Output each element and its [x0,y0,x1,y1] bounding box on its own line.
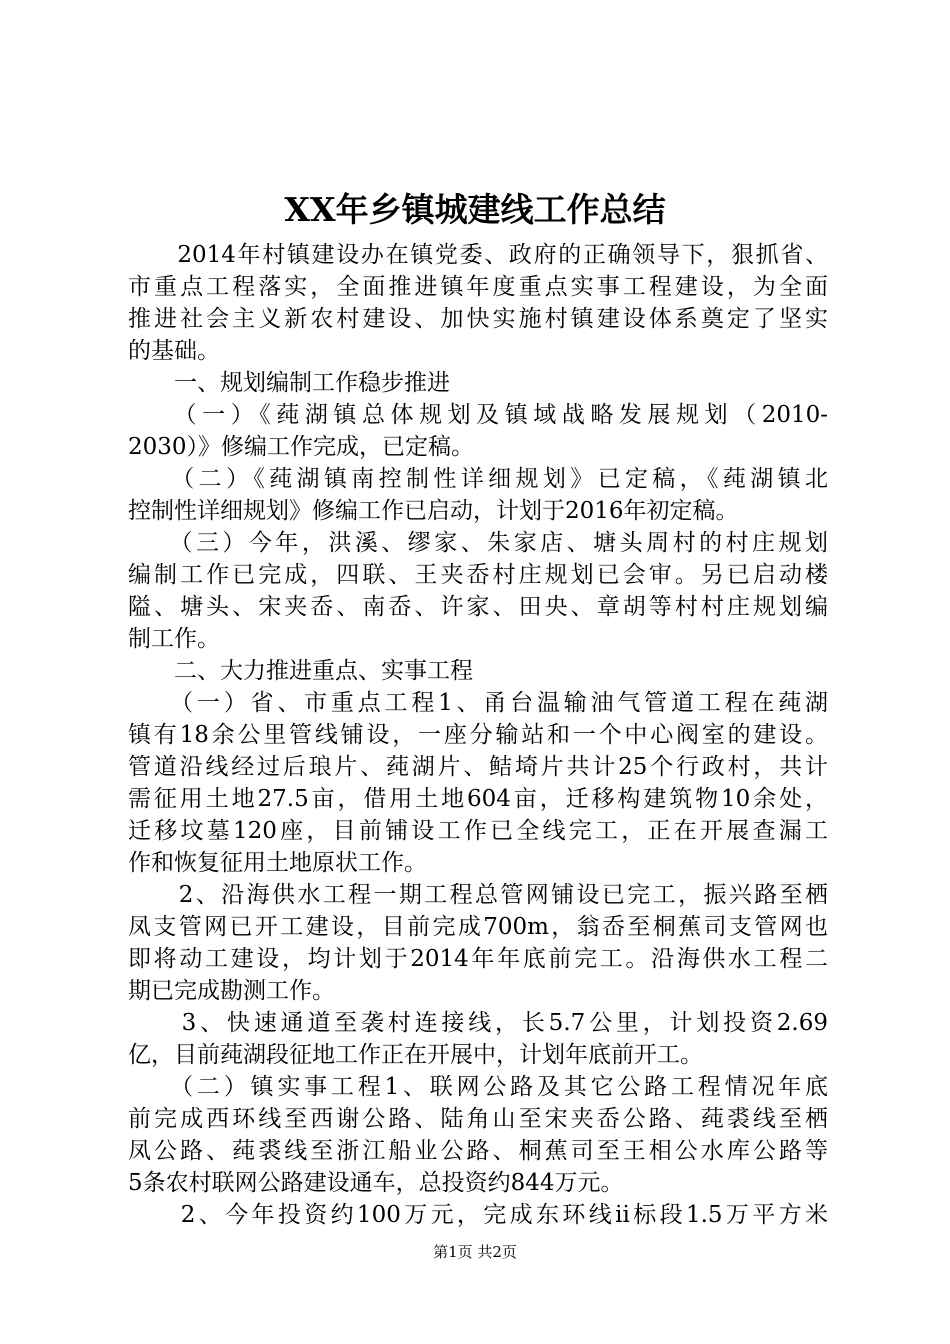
body-line: 镇有18余公里管线铺设，一座分输站和一个中心阀室的建设。 [128,722,828,748]
body-line: （一）省、市重点工程1、甬台温输油气管道工程在莼湖 [128,690,828,716]
body-line: 5条农村联网公路建设通车，总投资约844万元。 [128,1170,624,1196]
body-line: 隘、塘头、宋夹岙、南岙、许家、田央、章胡等村村庄规划编 [128,594,828,620]
body-line: 3、快速通道至袭村连接线，长5.7公里，计划投资2.69 [128,1010,828,1036]
body-line: 2、今年投资约100万元，完成东环线ii标段1.5万平方米 [128,1202,828,1228]
body-line: 2014年村镇建设办在镇党委、政府的正确领导下，狠抓省、 [128,242,828,268]
body-line: 期已完成勘测工作。 [128,978,335,1004]
body-line: 前完成西环线至西谢公路、陆角山至宋夹岙公路、莼裘线至栖 [128,1106,828,1132]
body-line: 一、规划编制工作稳步推进 [128,370,450,396]
body-line: 凤支管网已开工建设，目前完成700m，翁岙至桐蕉司支管网也 [128,914,828,940]
document-body [128,239,828,1231]
body-line: 的基础。 [128,338,220,364]
body-line: 需征用土地27.5亩，借用土地604亩，迁移构建筑物10余处， [128,786,828,812]
body-line: 迁移坟墓120座，目前铺设工作已全线完工，正在开展查漏工 [128,818,828,844]
body-line: 凤公路、莼裘线至浙江船业公路、桐蕉司至王相公水库公路等 [128,1138,828,1164]
body-line: 即将动工建设，均计划于2014年年底前完工。沿海供水工程二 [128,946,828,972]
body-line: （二）镇实事工程1、联网公路及其它公路工程情况年底 [128,1074,828,1100]
body-line: 作和恢复征用土地原状工作。 [128,850,427,876]
body-line: 编制工作已完成，四联、王夹岙村庄规划已会审。另已启动楼 [128,562,828,588]
body-line: （二）《莼湖镇南控制性详细规划》已定稿，《莼湖镇北 [128,466,828,492]
body-line: 二、大力推进重点、实事工程 [128,658,473,684]
page-footer: 第1页 共2页 [433,1243,517,1261]
body-line: 亿，目前莼湖段征地工作正在开展中，计划年底前开工。 [128,1042,703,1068]
body-line: 推进社会主义新农村建设、加快实施村镇建设体系奠定了坚实 [128,306,828,332]
body-line: （三）今年，洪溪、缪家、朱家店、塘头周村的村庄规划 [128,530,828,556]
body-line: 控制性详细规划》修编工作已启动，计划于2016年初定稿。 [128,498,739,524]
body-line: 管道沿线经过后琅片、莼湖片、鲒埼片共计25个行政村，共计 [128,754,828,780]
body-line: 市重点工程落实，全面推进镇年度重点实事工程建设，为全面 [128,274,828,300]
body-line: （一）《莼湖镇总体规划及镇域战略发展规划（2010- [128,402,828,428]
body-line: 2030）》修编工作完成，已定稿。 [128,434,475,460]
body-line: 制工作。 [128,626,220,652]
body-line: 2、沿海供水工程一期工程总管网铺设已完工，振兴路至栖 [128,882,828,908]
document-title: XX年乡镇城建线工作总结 [284,190,666,229]
